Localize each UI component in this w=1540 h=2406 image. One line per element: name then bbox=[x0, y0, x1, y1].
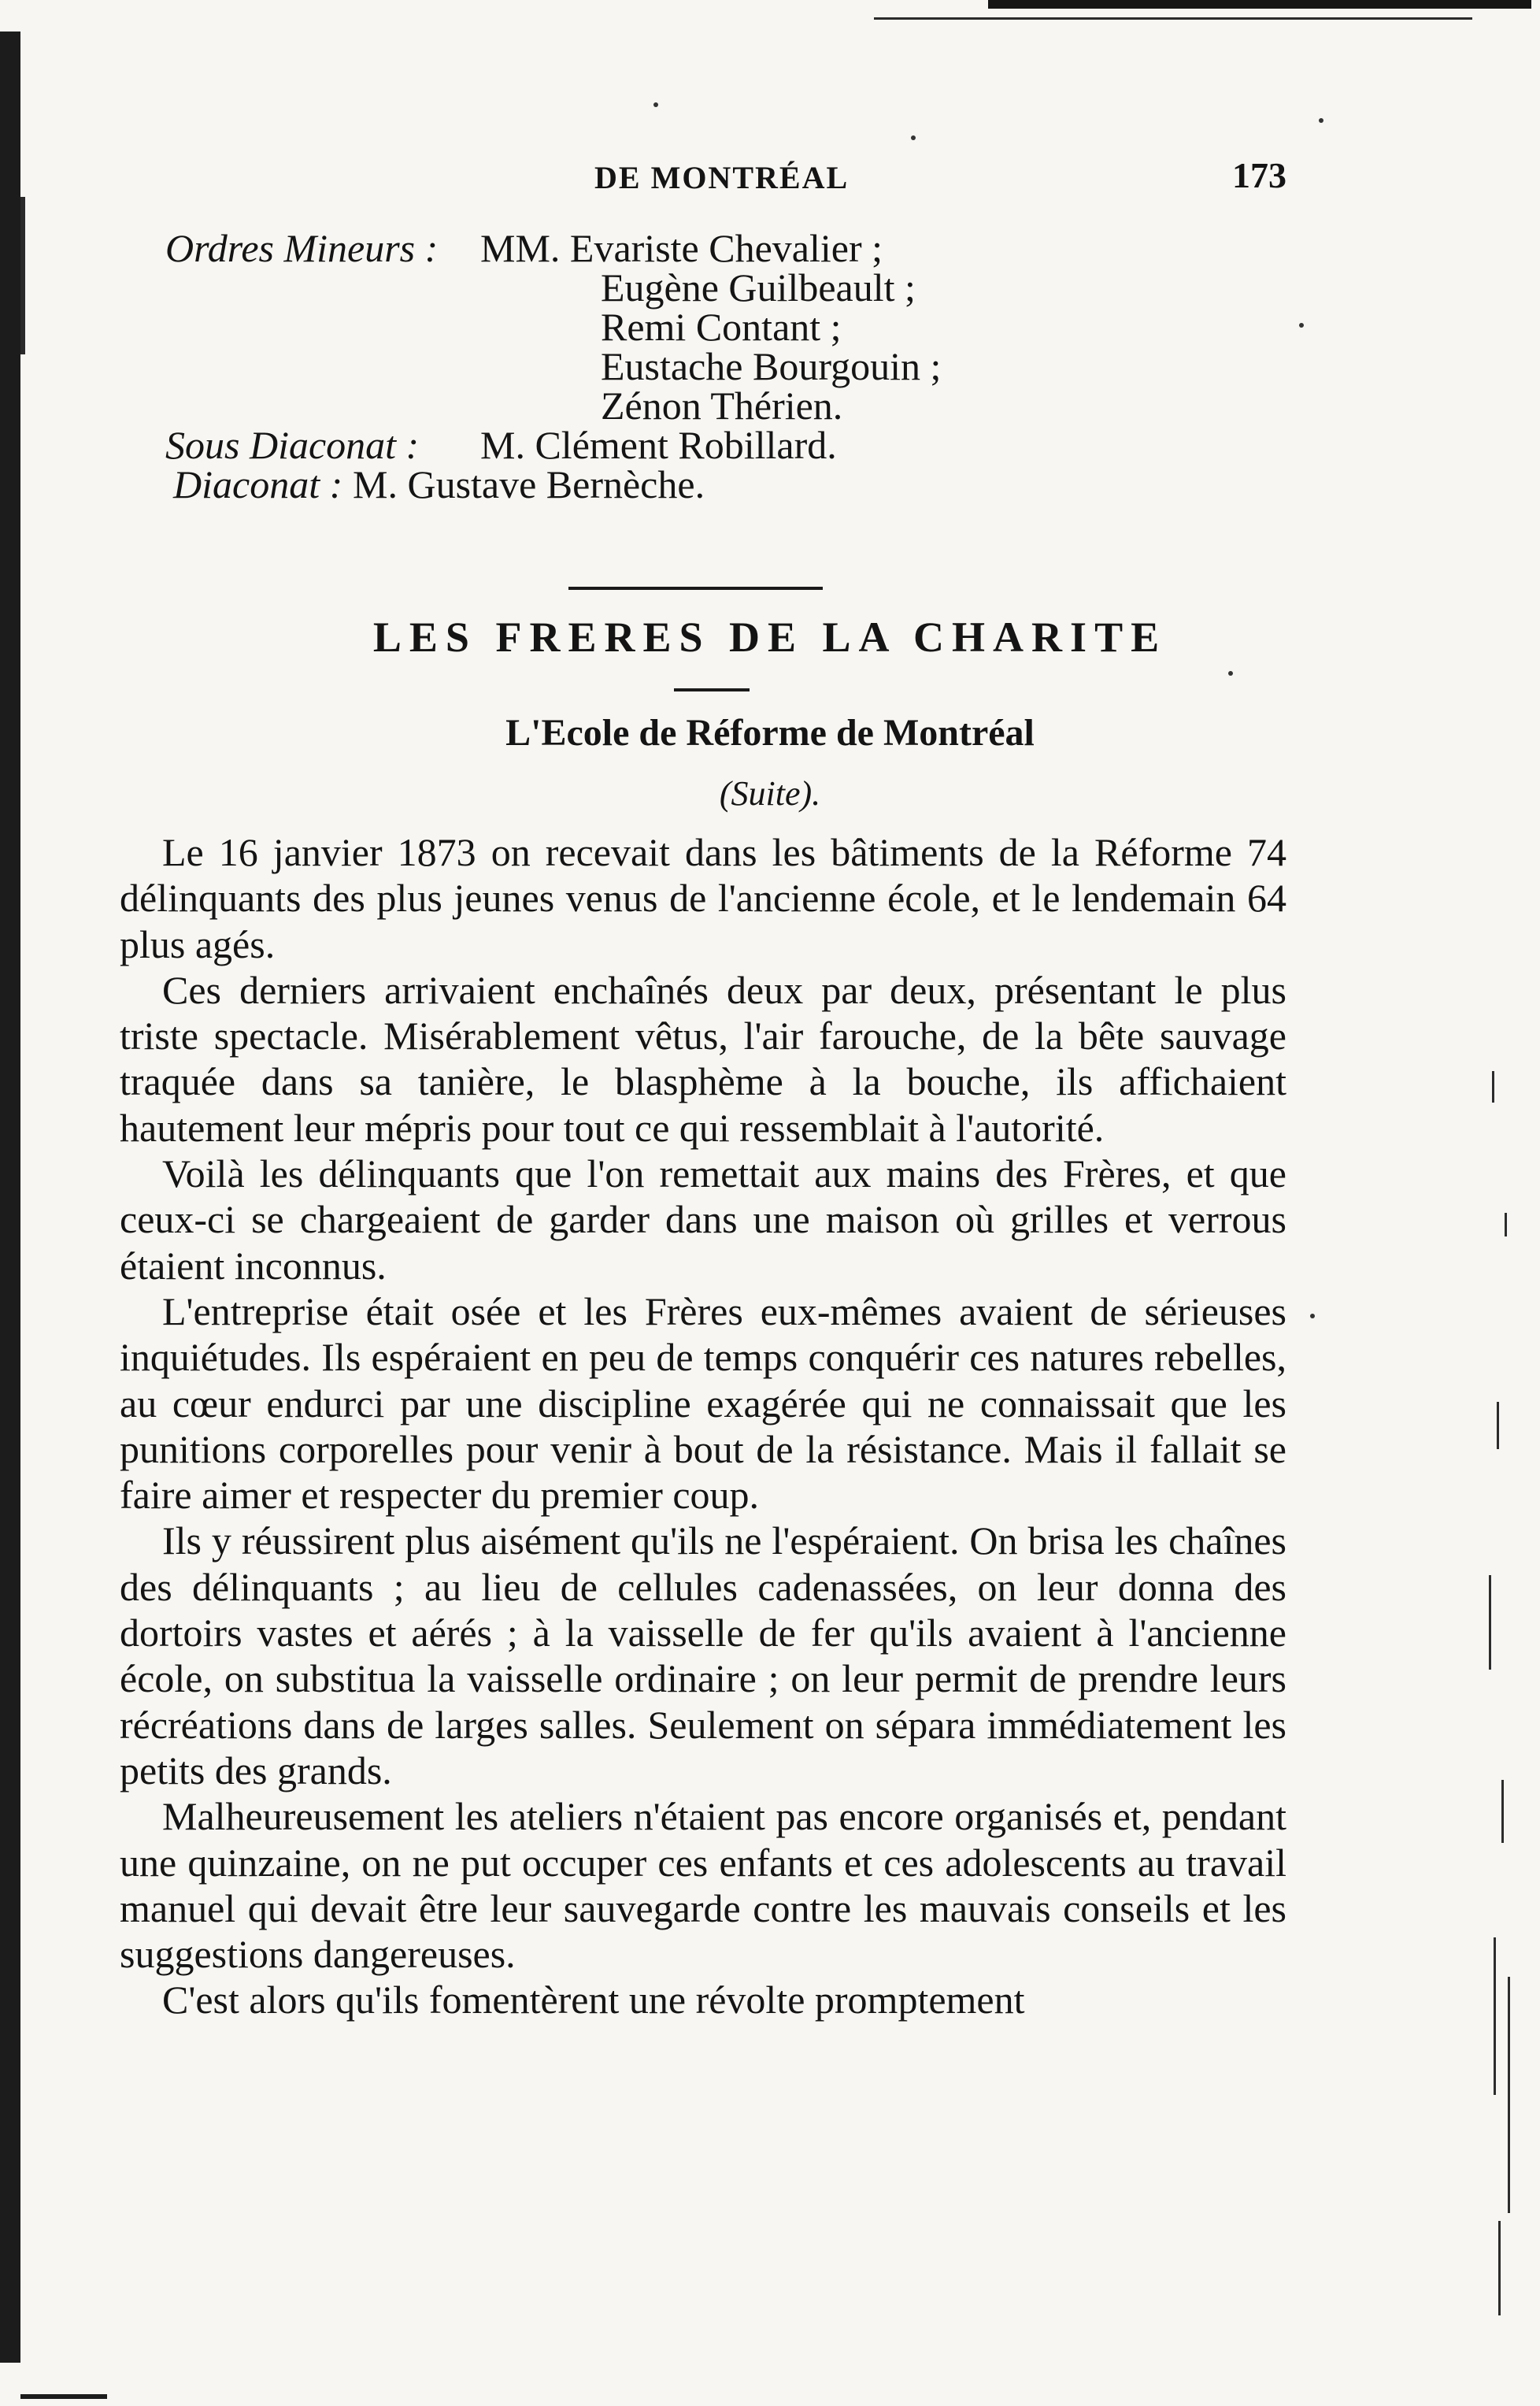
body-text bbox=[120, 829, 1286, 2023]
scan-speck bbox=[1228, 671, 1233, 676]
ordination-name: MM. Evariste Chevalier ; bbox=[480, 226, 883, 270]
page-number: 173 bbox=[1232, 155, 1286, 195]
scan-speck bbox=[653, 102, 658, 107]
paragraph: Ils y réussirent plus aisément qu'ils ne l'espéraient. On brisa les chaînes des délinquants ; au lieu de cellules cadenassées, on leur donna des dortoirs vastes et aérés ; à la vaisselle de fer qu'ils avaient à l'ancienne école, on substitua la vaisselle ordinaire ; on leur permit de prendre leurs récréations dans de larges salles. Seulement on sépara immédiatement les petits des grands. bbox=[120, 1518, 1286, 1792]
scan-binding-mark bbox=[20, 197, 25, 354]
ordination-row bbox=[165, 344, 1346, 388]
ordination-name: Remi Contant ; bbox=[601, 305, 842, 349]
paragraph: Ces derniers arrivaient enchaînés deux par deux, présentant le plus triste spectacle. Misérablement vêtus, l'air farouche, de la bête sauvage traquée dans sa tanière, le blasphème à la bouche, ils affichaient hautement leur mépris pour tout ce qui ressemblait à l'autorité. bbox=[120, 967, 1286, 1150]
separator-rule bbox=[674, 688, 750, 691]
scan-bottom-mark bbox=[20, 2394, 107, 2399]
scan-speck bbox=[1310, 1314, 1315, 1318]
scan-speck bbox=[911, 135, 916, 140]
ordination-name: Zénon Thérien. bbox=[601, 384, 843, 428]
section-note: (Suite). bbox=[719, 774, 821, 813]
scan-speck bbox=[1319, 118, 1323, 123]
ordination-name: M. Gustave Bernèche. bbox=[353, 462, 705, 506]
ordination-row bbox=[165, 462, 1346, 506]
ordination-name: Eustache Bourgouin ; bbox=[601, 344, 942, 388]
running-head: DE MONTRÉAL bbox=[594, 160, 850, 195]
ordination-name: Eugène Guilbeault ; bbox=[601, 265, 916, 310]
ordination-row bbox=[165, 265, 1346, 310]
ordination-label: Diaconat : bbox=[173, 462, 343, 506]
paragraph: C'est alors qu'ils fomentèrent une révolte promptement bbox=[162, 1978, 1025, 2022]
scan-right-edge-noise bbox=[1484, 1071, 1517, 2331]
scan-top-thin-rule bbox=[874, 17, 1472, 20]
ordination-name: M. Clément Robillard. bbox=[480, 423, 837, 467]
page-header bbox=[0, 154, 1540, 202]
scan-top-rule bbox=[988, 0, 1531, 9]
paragraph: Le 16 janvier 1873 on recevait dans les bâtiments de la Réforme 74 délinquants des plus jeunes venus de l'ancienne école, et le lendemain 64 plus agés. bbox=[120, 830, 1286, 966]
ordinations-list bbox=[165, 228, 1346, 504]
paragraph: Voilà les délinquants que l'on remettait aux mains des Frères, et que ceux-ci se chargeaient de garder dans une maison où grilles et verrous étaient inconnus. bbox=[120, 1151, 1286, 1288]
section-subtitle: L'Ecole de Réforme de Montréal bbox=[505, 712, 1035, 754]
ordination-row bbox=[165, 228, 1346, 268]
ordination-label: Sous Diaconat : bbox=[165, 423, 420, 467]
scan-binding-edge bbox=[0, 32, 20, 2363]
ordination-row bbox=[165, 384, 1346, 428]
section-title: LES FRERES DE LA CHARITE bbox=[372, 614, 1168, 661]
paragraph: Malheureusement les ateliers n'étaient pas encore organisés et, pendant une quinzaine, on ne put occuper ces enfants et ces adolescents au travail manuel qui devait être leur sauvegarde contre les mauvais conseils et les suggestions dangereuses. bbox=[120, 1794, 1286, 1977]
ordination-row bbox=[165, 307, 1346, 347]
ordination-row bbox=[165, 425, 1346, 465]
paragraph: L'entreprise était osée et les Frères eux-mêmes avaient de sérieuses inquiétudes. Ils espéraient en peu de temps conquérir ces natures rebelles, au cœur endurci par une discipline exagérée qui ne connaissait que les punitions corporelles pour venir à bout de la résistance. Mais il fallait se faire aimer et respecter du premier coup. bbox=[120, 1288, 1286, 1518]
ordination-label: Ordres Mineurs : bbox=[165, 226, 439, 270]
separator-rule bbox=[568, 587, 823, 590]
